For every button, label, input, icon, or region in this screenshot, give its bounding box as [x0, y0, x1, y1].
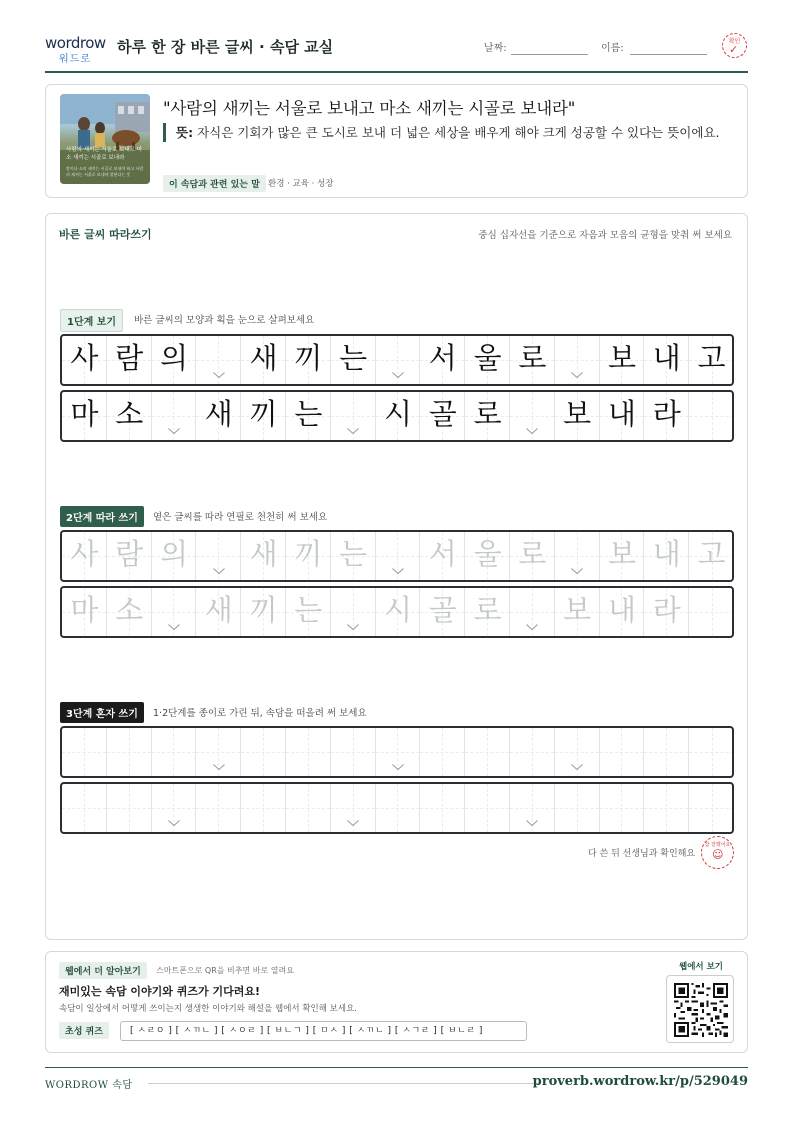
practice-char: 소: [115, 593, 144, 627]
practice-char: [241, 784, 286, 832]
practice-char: 보: [607, 341, 636, 375]
practice-char: 로: [473, 397, 502, 431]
practice-char: [286, 784, 331, 832]
practice-char: 는: [294, 593, 323, 627]
check-stamp-text: 확인: [728, 38, 741, 45]
practice-char: 사: [70, 537, 99, 571]
space-mark-icon: [168, 624, 180, 630]
practice-char: 울: [473, 537, 502, 571]
teacher-stamp-mark: ☺: [712, 848, 724, 861]
name-label: 이름:: [601, 43, 624, 54]
step2-row-1[interactable]: [60, 530, 734, 582]
practice-char: [196, 784, 241, 832]
proverb-meaning: [163, 123, 738, 142]
practice-char: [689, 588, 734, 636]
practice-char: [107, 728, 152, 776]
practice-char: [689, 392, 734, 440]
space-mark-icon: [168, 820, 180, 826]
practice-char: 내: [652, 341, 681, 375]
practice-char: 시: [383, 397, 412, 431]
space-mark-icon: [392, 764, 404, 770]
practice-char: 는: [294, 397, 323, 431]
practice-char: 보: [563, 397, 592, 431]
practice-section-hint: 중심 십자선을 기준으로 자음과 모음의 균형을 맞춰 써 보세요: [478, 230, 732, 241]
check-stamp-icon: [722, 33, 747, 58]
web-hint: 스마트폰으로 QR을 비추면 바로 열려요: [156, 966, 294, 975]
logo-bottom: 워드로: [59, 54, 91, 65]
practice-char: [555, 784, 600, 832]
chosung-quiz: [ ㅅㄹㅇ ] [ ㅅㄲㄴ ] [ ㅅㅇㄹ ] [ ㅂㄴㄱ ] [ ㅁㅅ ] [ ㅅㄲㄴ ] [ ㅅㄱㄹ ] [ ㅂㄴㄹ ]: [120, 1021, 527, 1041]
practice-char: [600, 728, 645, 776]
step3-desc: 1·2단계를 종이로 가린 뒤, 속담을 떠올려 써 보세요: [153, 708, 367, 719]
step2-desc: 옅은 글씨를 따라 연필로 천천히 써 보세요: [153, 512, 328, 523]
practice-char: 끼: [294, 537, 323, 571]
teacher-stamp-icon: [701, 836, 734, 869]
practice-char: 의: [159, 537, 188, 571]
space-mark-icon: [526, 820, 538, 826]
practice-char: 고: [697, 341, 726, 375]
page-title: 하루 한 장 바른 글씨 · 속담 교실: [117, 38, 334, 56]
practice-char: 고: [697, 537, 726, 571]
step2-badge: 2단계 따라 쓰기: [60, 506, 144, 527]
step3-badge: 3단계 혼자 쓰기: [60, 702, 144, 723]
practice-char: 는: [339, 341, 368, 375]
footer-brand: WORDROW 속담: [45, 1080, 133, 1091]
practice-char: [331, 728, 376, 776]
web-more-tag: 웹에서 더 알아보기: [59, 962, 147, 979]
practice-char: [689, 728, 734, 776]
practice-char: [689, 784, 734, 832]
practice-char: 골: [428, 397, 457, 431]
practice-char: [241, 728, 286, 776]
step2-row-2[interactable]: [60, 586, 734, 638]
web-title: 재미있는 속담 이야기와 퀴즈가 기다려요!: [59, 985, 260, 998]
space-mark-icon: [571, 764, 583, 770]
practice-char: 새: [249, 341, 278, 375]
practice-char: 새: [204, 397, 233, 431]
practice-char: [376, 784, 421, 832]
practice-char: 소: [115, 397, 144, 431]
practice-char: [286, 728, 331, 776]
practice-char: [600, 784, 645, 832]
practice-char: 보: [607, 537, 636, 571]
practice-char: 새: [204, 593, 233, 627]
practice-char: [420, 784, 465, 832]
space-mark-icon: [213, 568, 225, 574]
space-mark-icon: [392, 372, 404, 378]
practice-char: 끼: [249, 397, 278, 431]
practice-char: 로: [518, 537, 547, 571]
meaning-label: 뜻:: [176, 125, 194, 140]
practice-char: 내: [607, 397, 636, 431]
proverb-quote: "사람의 새끼는 서울로 보내고 마소 새끼는 시골로 보내라": [163, 99, 576, 118]
space-mark-icon: [213, 372, 225, 378]
space-mark-icon: [347, 624, 359, 630]
space-mark-icon: [213, 764, 225, 770]
practice-char: [465, 728, 510, 776]
practice-char: 새: [249, 537, 278, 571]
qr-label: 웹에서 보기: [679, 962, 724, 972]
date-label: 날짜:: [484, 43, 507, 54]
practice-char: 람: [115, 341, 144, 375]
practice-char: [62, 784, 107, 832]
space-mark-icon: [168, 428, 180, 434]
practice-char: [465, 784, 510, 832]
space-mark-icon: [347, 820, 359, 826]
related-label: 이 속담과 관련 있는 말: [163, 175, 266, 192]
practice-char: 사: [70, 341, 99, 375]
practice-char: [107, 784, 152, 832]
step1-desc: 바른 글씨의 모양과 획을 눈으로 살펴보세요: [134, 315, 315, 326]
practice-char: 로: [518, 341, 547, 375]
page-header: [45, 28, 748, 73]
practice-char: [420, 728, 465, 776]
space-mark-icon: [347, 428, 359, 434]
practice-char: 는: [339, 537, 368, 571]
space-mark-icon: [392, 568, 404, 574]
practice-char: [62, 728, 107, 776]
space-mark-icon: [526, 624, 538, 630]
practice-char: 람: [115, 537, 144, 571]
space-mark-icon: [526, 428, 538, 434]
date-field[interactable]: [511, 54, 588, 55]
confirm-text: 다 쓴 뒤 선생님과 확인해요: [588, 849, 696, 859]
footer-url[interactable]: proverb.wordrow.kr/p/529049: [532, 1074, 748, 1089]
teacher-stamp-text: 참 잘했어요: [704, 842, 731, 848]
practice-char: 로: [473, 593, 502, 627]
practice-char: 울: [473, 341, 502, 375]
meaning-text: 자식은 기회가 많은 큰 도시로 보내 더 넓은 세상을 배우게 해야 크게 성공할 수 있다는 뜻이에요.: [197, 125, 720, 140]
practice-char: 서: [428, 341, 457, 375]
step3-row-1[interactable]: [60, 726, 734, 778]
proverb-illustration: [60, 94, 150, 184]
practice-char: 서: [428, 537, 457, 571]
step1-badge: 1단계 보기: [60, 309, 123, 332]
footer-rule: [148, 1083, 538, 1084]
practice-char: 내: [652, 537, 681, 571]
step1-row-2: [60, 390, 734, 442]
practice-char: 끼: [249, 593, 278, 627]
practice-char: 내: [607, 593, 636, 627]
footer-divider: [45, 1067, 748, 1068]
practice-char: 시: [383, 593, 412, 627]
practice-char: 라: [652, 593, 681, 627]
practice-char: 마: [70, 397, 99, 431]
related-keywords: 환경 · 교육 · 성장: [268, 179, 334, 189]
practice-char: [152, 728, 197, 776]
qr-code-icon[interactable]: [666, 975, 734, 1043]
space-mark-icon: [571, 372, 583, 378]
qr-pattern: [674, 983, 728, 1037]
practice-char: 라: [652, 397, 681, 431]
step3-row-2[interactable]: [60, 782, 734, 834]
practice-char: 끼: [294, 341, 323, 375]
name-field[interactable]: [630, 54, 707, 55]
illustration-subcaption: 말이나 소의 새끼는 시골로 보내야 하고 사람의 새끼는 서울로 보내야 잘된다는 뜻: [66, 166, 144, 177]
check-stamp-mark: ✓: [729, 43, 739, 56]
step1-row-1: [60, 334, 734, 386]
illustration-caption: 사람의 새끼는 서울로 보내고 마소 새끼는 시골로 보내라: [66, 147, 143, 161]
logo-top: wordrow: [45, 34, 106, 52]
practice-char: 의: [159, 341, 188, 375]
practice-char: [510, 728, 555, 776]
practice-char: [644, 784, 689, 832]
web-desc: 속담이 일상에서 어떻게 쓰이는지 생생한 이야기와 해설을 웹에서 확인해 보세요.: [59, 1004, 357, 1014]
quiz-label: 초성 퀴즈: [59, 1022, 109, 1039]
practice-char: 골: [428, 593, 457, 627]
practice-section-title: 바른 글씨 따라쓰기: [59, 228, 152, 241]
practice-char: [644, 728, 689, 776]
practice-char: 보: [563, 593, 592, 627]
practice-char: 마: [70, 593, 99, 627]
space-mark-icon: [571, 568, 583, 574]
